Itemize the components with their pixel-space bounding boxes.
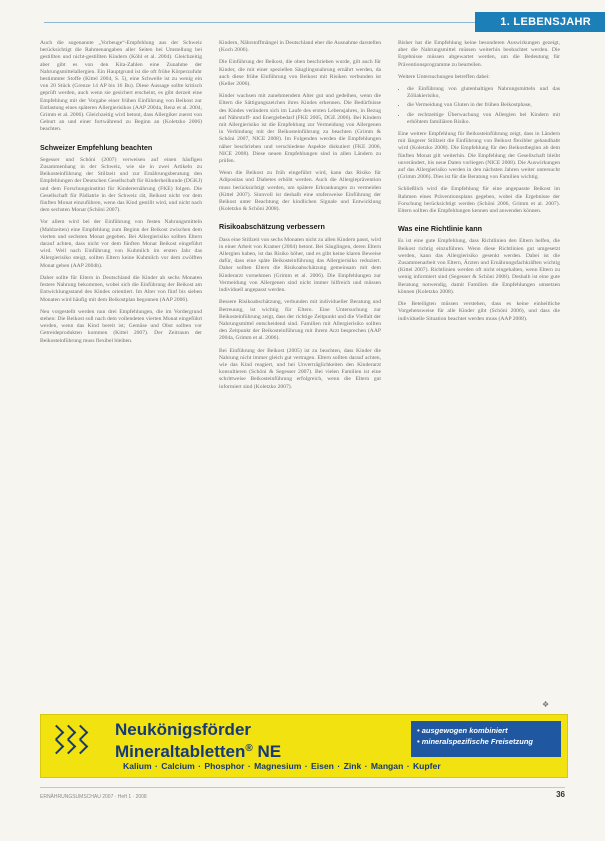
ad-title-suffix: NE xyxy=(252,742,282,761)
paragraph: Die Beteiligten müssen verstehen, dass es keine einheitliche Vorgehensweise für alle Kinder gibt (Schöni 2006), und dass die individuelle Situation beachtet werden muss (AAP 2008). xyxy=(398,301,560,322)
subheading-guideline: Was eine Richtlinie kann xyxy=(398,224,483,234)
paragraph: Vor allem wird bei der Einführung von festen Nahrungsmitteln (Mahlzeiten) eine Empfehlung zum Beginn der Beikost zwischen dem vierten und sechsten Monat gegeben. Bei Allergierisiko sollten Eltern darauf achten, dass nicht vor dem fünften Monat Beikost eingeführt wird. Weil nach Einführung von Kuhmilch im ersten Jahr das Allergierisiko steigt, sollten Eltern keine Kuhmilch vor dem zwölften Monat geben (AAP 2004b). xyxy=(40,219,202,269)
subheading-risk-assessment: Risikoabschätzung verbessern xyxy=(219,222,325,232)
subheading-swiss-recommendation: Schweizer Empfehlung beachten xyxy=(40,142,153,152)
ad-feature: • mineralspezifische Freisetzung xyxy=(417,736,555,747)
paragraph: Kindern, Nährstoffmängel in Deutschland eher die Ausnahme darstellen (Koch 2006). xyxy=(219,40,381,54)
header-rule xyxy=(44,22,475,23)
ad-product-title xyxy=(115,720,281,761)
paragraph: Bisher hat die Empfehlung keine besonderen Auswirkungen gezeigt, aber die Nahrungsmittel müssen weiterhin beobachtet werden. Die Ergebnisse müssen abgewartet werden, um die Bedeutung für Präventionsprogramme zu beurteilen. xyxy=(398,40,560,68)
chevron-logo-icon xyxy=(47,721,107,759)
paragraph: Daher sollte für Eltern in Deutschland die Kinder ab sechs Monaten festere Nahrung bekommen, wobei sich die Einführung der Beikost am Entwicklungsstand des Kindes orientiert. Im Alter von fünf bis sieben Monaten wird häufig mit dem Beikostplan begonnen (AAP 2006). xyxy=(40,274,202,303)
text-column-3 xyxy=(398,40,560,328)
ad-title-name: Mineraltabletten xyxy=(115,742,246,761)
advertisement-banner[interactable] xyxy=(40,714,568,778)
registered-mark: ® xyxy=(245,743,253,754)
paragraph: Die Einführung der Beikost, die oben beschrieben wurde, gilt auch für Kinder, die mit einer speziellen Säuglingsnahrung ernährt werden, da auch diese frühe Einführung von Beikost mit Risiken verbunden ist (Keller 2006). xyxy=(219,59,381,88)
paragraph: Neu vorgestellt werden nun drei Empfehlungen, die im Vordergrund stehen: Die Beikost soll nach dem vollendeten vierten Monat eingeführt werden, wenn das Kind bereit ist; Gemüse und Obst sollten vor Getreideprodukten kommen (Kittel 2007). Der Zeitraum der Beikosteinführung muss flexibel bleiben. xyxy=(40,308,202,344)
ad-feature-box xyxy=(411,721,561,757)
list-item: • die rechtzeitige Überwachung von Allergien bei Kindern mit erhöhtem familiären Risiko. xyxy=(407,112,560,126)
footer-rule xyxy=(40,787,565,788)
page-number: 36 xyxy=(556,790,565,799)
paragraph: Es ist eine gute Empfehlung, dass Richtlinien den Eltern helfen, die Beikost richtig einzuführen. Wenn diese Richtlinien gut umgesetzt werden, kann das Allergierisiko gesenkt werden. Dabei ist die Zusammenarbeit von Eltern, Ärzten und Ernährungsfachkräften wichtig (Kittel 2007). Richtlinien werden oft nicht eingehalten, wenn Eltern zu wenig informiert sind (Segesser & Schöni 2008). Deshalb ist eine gute Beratung notwendig, damit Familien die Empfehlungen umsetzen können (Koletzko 2008). xyxy=(398,238,560,295)
paragraph: Auch die sogenannte „Vorbeuge“-Empfehlung aus der Schweiz berücksichtigt die Rahmenangaben aller Seiten bei Umstellung bei gestillten und nicht-gestillten Kindern (Köhl et al. 2004). Gleichzeitig aber gibt es von den Kita-Zahlen eine Zunahme der Nahrungsmittelallergien. Ein Hauptgrund ist die oft frühe Körperzufuhr bestimmter Stoffe (Kittel 2004, S. 5), eine Schwelle ist zu wenig ein von 20 Stück (Grenze 14 AP bis 16 Bu). Diese Aussage sollte kritisch geprüft werden, auch wenn sie gesichert erscheint, es gibt derzeit eine Empfehlung mit der Vorgabe einer frühen Einführung von Beikost zur Entlastung eines späteren Allergierisikos (AAP 2004a, Renz et al. 2004, Grimm et al. 2006). Gleichzeitig wird betont, dass Allergiker zuerst von Geburt an und einer fortwährend zu Beginn an (Koletzko 2006) beachten. xyxy=(40,40,202,133)
paragraph: Eine weitere Empfehlung für Beikosteinführung zeigt, dass in Ländern mit längerer Stillzeit die Einführung von Beikost flexibler gehandhabt wird (Koletzko 2008). Die Empfehlung für den Beikostbeginn ab dem fünften Monat gilt weiterhin. Die Empfehlung der Gesellschaft bleibt unverändert, bis neue Daten vorliegen (NICE 2008). Die Auswirkungen auf das Allergierisiko werden in den nächsten Jahren weiter untersucht (Grimm 2006). Dies ist für die Beratung von Familien wichtig. xyxy=(398,131,560,181)
paragraph: Bei Einführung der Beikost (2005) ist zu beachten, dass Kinder die Nahrung nicht immer gleich gut vertragen. Eltern sollten darauf achten, wie das Kind reagiert, und bei Unverträglichkeiten den Kinderarzt konsultieren (Schöni & Segesser 2007). Bei vielen Familien ist eine schrittweise Beikosteinführung erfolgreich, wenn die Eltern gut informiert sind (Koletzko 2007). xyxy=(219,347,381,390)
footer-publication: ERNÄHRUNGSUMSCHAU 2007 · Heft 1 · 2008 xyxy=(40,794,147,800)
list-item: • die Einführung von glutenhaltigen Nahrungsmitteln und das Zöliakierisiko, xyxy=(407,86,560,100)
list-item: • die Vermeidung von Gluten in der frühen Beikostphase, xyxy=(407,102,560,109)
ad-minerals-list: Kalium · Calcium · Phosphor · Magnesium · Eisen · Zink · Mangan · Kupfer xyxy=(123,761,441,771)
ad-feature: • ausgewogen kombiniert xyxy=(417,725,555,736)
text-column-2 xyxy=(219,40,381,396)
end-mark-icon: ❖ xyxy=(542,700,550,709)
paragraph: Schließlich wird die Empfehlung für eine angepasste Beikost im Rahmen eines Präventionsplans gegeben, wobei die Ergebnisse der Forschung berücksichtigt werden (Schöni 2006, Grimm et al. 2007). Eltern sollten die Empfehlungen kennen und anwenden können. xyxy=(398,186,560,215)
ad-title-line-2 xyxy=(115,739,281,761)
paragraph: Wenn die Beikost zu früh eingeführt wird, kann das Risiko für Adipositas und Diabetes erhöht werden. Auch die Allergieprävention muss berücksichtigt werden, um spätere Erkrankungen zu vermeiden (Kittel 2007). Sinnvoll ist deshalb eine stufenweise Einführung der Beikost unter Beachtung der kindlichen Signale und Entwicklung (Koletzko & Schöni 2008). xyxy=(219,170,381,213)
paragraph: Bessere Risikoabschätzung, verbunden mit individueller Beratung und Betreuung, ist wichtig für Eltern. Eine Untersuchung zur Beikosteinführung zeigt, dass der richtige Zeitpunkt und die Vielfalt der Nahrungsmittel entscheidend sind. Familien mit Allergierisiko sollten den Zeitpunkt der Beikosteinführung mit ihrem Arzt besprechen (AAP 2004a, Grimm et al. 2006). xyxy=(219,299,381,342)
bullet-list xyxy=(398,86,560,126)
text-column-1 xyxy=(40,40,202,350)
paragraph: Kinder wachsen mit zunehmendem Alter gut und gedeihen, wenn die Eltern die Sättigungszeichen ihres Kindes erkennen. Die Bedürfnisse des Kindes verändern sich im Laufe des ersten Lebensjahres, in Bezug auf Nährstoff- und Energiebedarf (FKE 2005, DGE 2006). Bei Kindern mit Allergierisiko ist die Empfehlung zur Vermeidung von Allergenen in Verbindung mit der Beikosteinführung zu beachten (Grimm & Schöni 2007, NICE 2008). Im Folgenden werden die Empfehlungen näher beschrieben und verschiedene Aspekte diskutiert (FKE 2006, NICE 2008). Diese neuen Empfehlungen sind in allen Ländern zu prüfen. xyxy=(219,93,381,165)
paragraph: Dass eine Stillzeit von sechs Monaten nicht zu allen Kindern passt, wird in einer Arbeit von Kramer (2004) betont. Bei Säuglingen, deren Eltern Allergien haben, ist das Risiko höher, und es gibt keine klaren Beweise dafür, dass eine späte Beikosteinführung das Allergierisiko reduziert. Daher sollten Eltern die Risikoabschätzung gemeinsam mit dem Kinderarzt vornehmen (Grimm et al. 2006). Die Empfehlungen zur Vermeidung von Allergenen sind nicht immer hilfreich und müssen individuell angepasst werden. xyxy=(219,236,381,294)
section-tab: 1. LEBENSJAHR xyxy=(475,12,605,32)
paragraph: Weitere Untersuchungen betreffen dabei: xyxy=(398,73,490,80)
paragraph: Segesser und Schöni (2007) verweisen auf einen häufigen Zusammenhang in der Schweiz, wie sie in zwei Artikeln zu Beikosteinführung der Stillzeit und zur Ernährungsberatung den Empfehlungen der Deutschen Gesellschaft für Kinderheilkunde (DGKJ) und dem Forschungsinstitut für Kinderernährung (FKE) folgen. Die Gesellschaft für Pädiatrie in der Schweiz rät, Beikost nicht vor dem fünften Monat einzuführen, wenn das Kind gestillt wird, und nicht nach dem sechsten Monat (Schöni 2007). xyxy=(40,156,202,214)
ad-title-line-1: Neukönigsförder xyxy=(115,720,252,739)
